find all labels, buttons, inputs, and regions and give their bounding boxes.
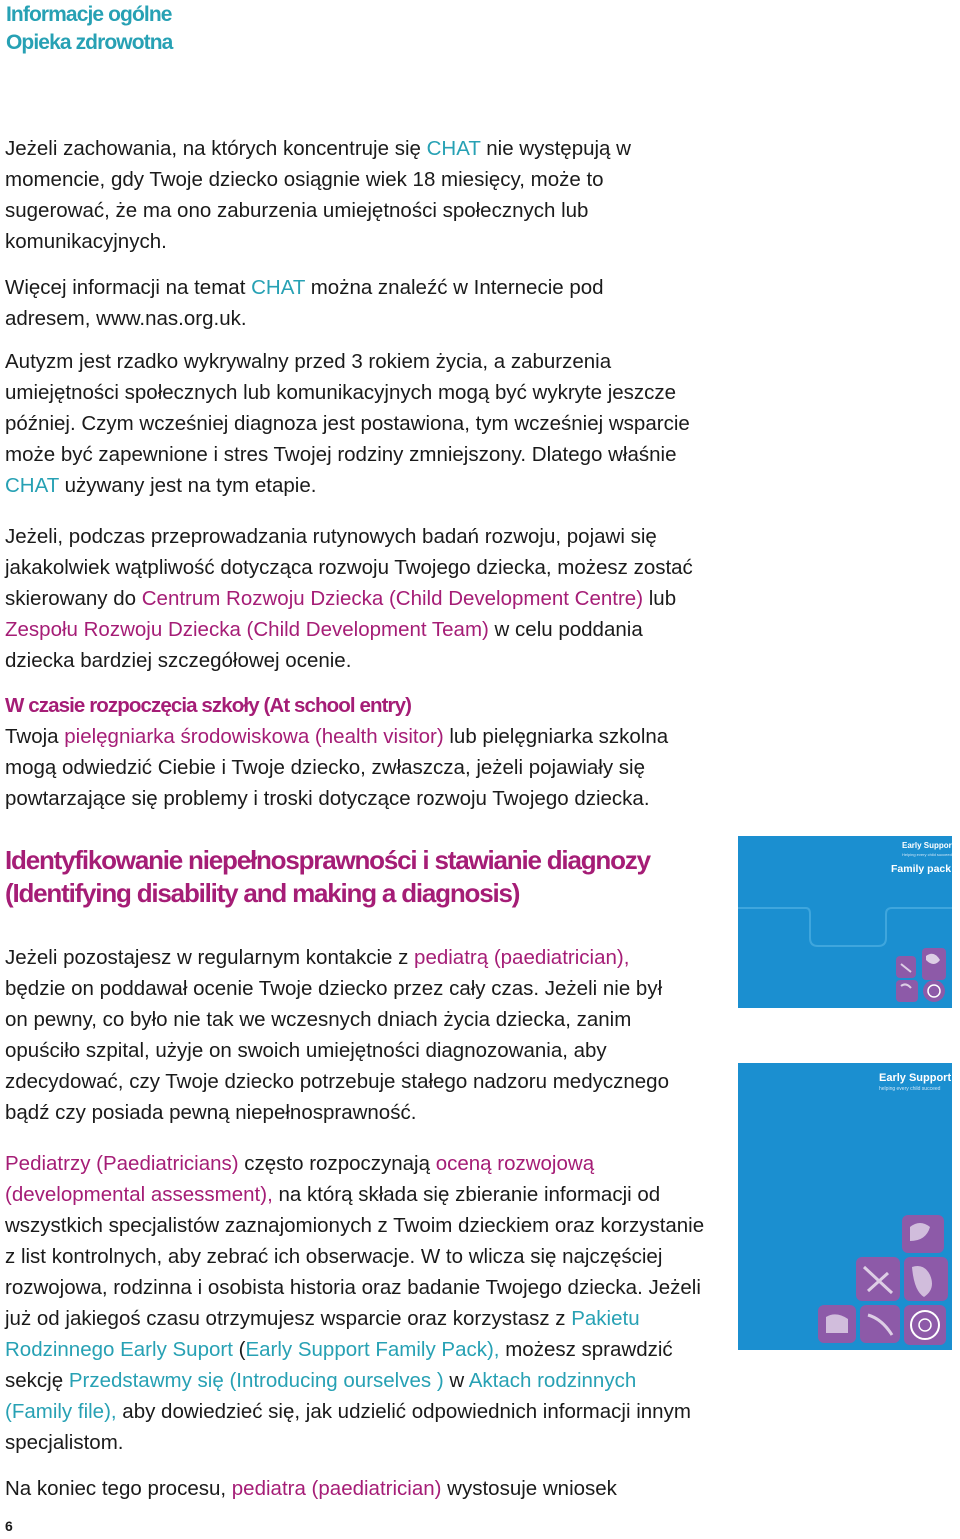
paediatricians-term: Pediatrzy (Paediatricians) [5,1152,239,1175]
paragraph-paediatrician-contact: Jeżeli pozostajesz w regularnym kontakcie z pediatrą (paediatrician), będzie on poddawał ocenie Twoje dziecko przez cały czas. Jeżeli nie był on pewny, co było nie tak we wczesnych dniach życia dziecka, zanim opuściło szpital, użyje on swoich umiejętności diagnozowania, aby zdecydować, czy Twoje dziecko potrzebuje stałego nadzoru medycznego bądź czy posiada pewną niepełnosprawność. [5,946,669,1124]
chat-term: CHAT [251,276,306,299]
paragraph-chat-behaviour: Jeżeli zachowania, na których koncentruje się CHAT nie występują w momencie, gdy Twoje dziecko osiągnie wiek 18 miesięcy, może to sugerować, że ma ono zaburzenia umiejętności społecznych lub komunikacyjnych. [5,137,631,253]
cover-family-pack: Family pack [891,863,952,875]
family-file-term: Aktach rodzinnych [468,1369,637,1392]
section-label-health-care: Opieka zdrowotna [6,31,173,54]
introducing-ourselves-term: Przedstawmy się (Introducing ourselves ) [68,1369,444,1392]
cover-title: Early Support [879,1072,952,1084]
paediatrician-term: pediatra (paediatrician) [231,1477,442,1500]
chat-term: CHAT [426,137,481,160]
school-entry-heading: W czasie rozpoczęcia szkoły (At school entry) [5,694,412,717]
paediatrician-term: pediatrą (paediatrician), [414,946,630,969]
family-pack-term: Pakietu [571,1307,640,1330]
child-development-team-term: Zespołu Rozwoju Dziecka (Child Development Team) [5,618,489,641]
nas-website-line: adresem, www.nas.org.uk. [5,307,247,330]
paragraph-autism-detection: Autyzm jest rzadko wykrywalny przed 3 rokiem życia, a zaburzenia umiejętności społecznych lub komunikacyjnych mogą być wykryte jeszcze później. Czym wcześniej diagnoza jest postawiona, tym wcześniej wsparcie może być zapewnione i stres Twojej rodziny zmniejszony. Dlatego właśnie CHAT używany jest na tym etapie. [5,350,690,497]
page-number: 6 [5,1518,13,1534]
child-development-centre-term: Centrum Rozwoju Dziecka (Child Development Centre) [141,587,644,610]
paragraph-development-checks: Jeżeli, podczas przeprowadzania rutynowych badań rozwoju, pojawi się jakakolwiek wątpliwość dotycząca rozwoju Twojego dziecka, możesz zostać skierowany do Centrum Rozwoju Dziecka (Child Development Centre) lub Zespołu Rozwoju Dziecka (Child Development Team) w celu poddania dziecka bardziej szczegółowej ocenie. [5,525,693,672]
cover-subtitle: helping every child succeed [879,1086,941,1092]
paragraph-process-end: Na koniec tego procesu, pediatra (paediatrician) wystosuje wniosek [5,1477,617,1500]
chat-term: CHAT [5,474,59,497]
family-pack-cover-image [736,834,954,1010]
early-support-cover-image [736,1061,954,1352]
school-entry-section: W czasie rozpoczęcia szkoły (At school entry) Twoja pielęgniarka środowiskowa (health visitor) lub pielęgniarka szkolna mogą odwiedzić Ciebie i Twoje dziecko, zwłaszcza, jeżeli pojawiały się powtarzające się problemy i troski dotyczące rozwoju Twojego dziecka. [5,690,668,814]
developmental-assessment-term: oceną rozwojową [435,1152,595,1175]
cover-title: Early Support [902,841,954,850]
health-visitor-term: pielęgniarka środowiskowa (health visitor) [64,725,444,748]
paragraph-developmental-assessment: Pediatrzy (Paediatricians) często rozpoczynają oceną rozwojową (developmental assessment), na którą składa się zbieranie informacji od wszystkich specjalistów zaznajomionych z Twoim dzieckiem oraz korzystanie z list kontrolnych, aby zebrać ich obserwacje. W to wlicza się najczęściej rozwojowa, rodzinna i osobista historia oraz badanie Twojego dziecka. Jeżeli już od jakiegoś czasu otrzymujesz wsparcie oraz korzystasz z Pakietu Rodzinnego Early Suport (Early Support Family Pack), możesz sprawdzić sekcję Przedstawmy się (Introducing ourselves ) w Aktach rodzinnych (Family file), aby dowiedzieć się, jak udzielić odpowiednich informacji innym specjalistom. [5,1152,705,1454]
cover-subtitle: Helping every child succeed [902,852,952,857]
paragraph-chat-info: Więcej informacji na temat CHAT można znaleźć w Internecie pod adresem, www.nas.org.uk. [5,272,604,334]
section-heading-identifying-disability: Identyfikowanie niepełnosprawności i stawianie diagnozy (Identifying disability and making a diagnosis) [5,845,650,908]
section-label-general-info: Informacje ogólne [6,3,172,26]
